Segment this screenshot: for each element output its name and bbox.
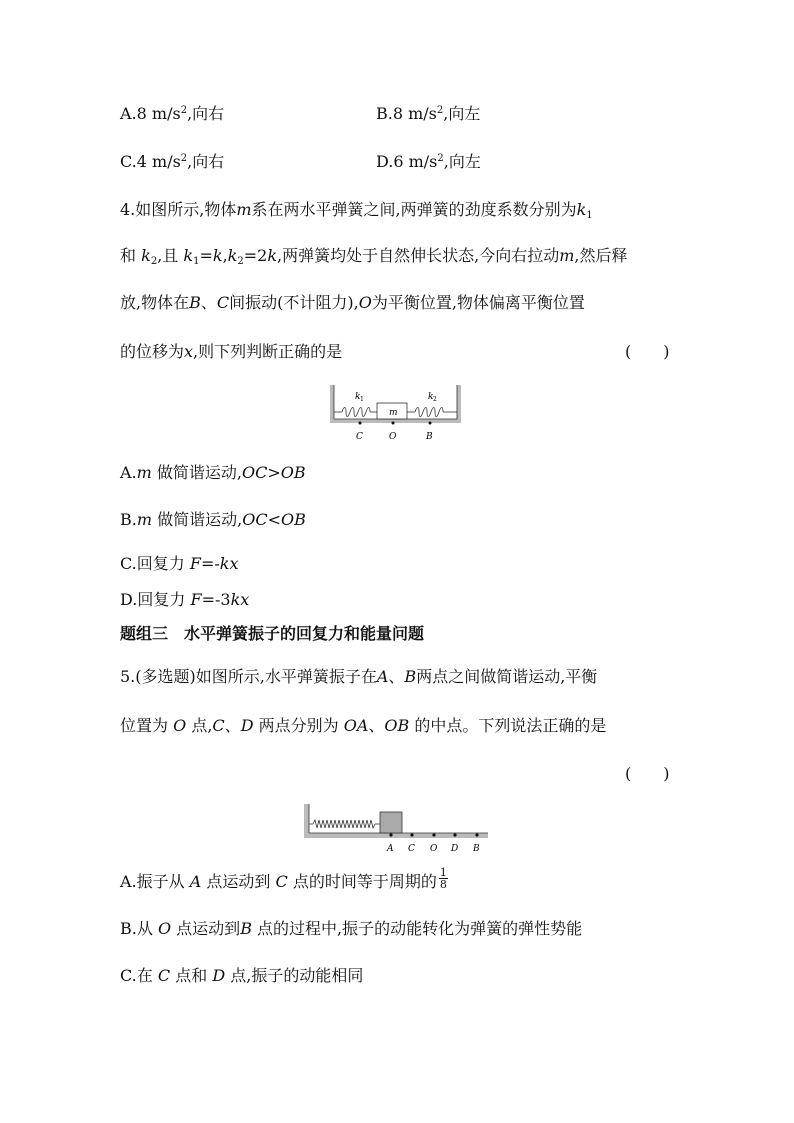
q4-option-d: D.回复力 F=-3kx [120, 590, 250, 609]
point-b [475, 833, 478, 836]
point-c-label: C [408, 844, 415, 854]
section-heading: 题组三 水平弹簧振子的回复力和能量问题 [120, 624, 425, 643]
point-o-label: O [389, 432, 397, 442]
k1-label: k [355, 392, 361, 402]
point-c [359, 422, 362, 425]
q3-option-d: D.6 $m/s^2$,向左 [376, 152, 481, 171]
point-c-label: C [356, 432, 363, 442]
k2-sub-label: 2 [433, 396, 437, 403]
q4-answer-blank: ( ) [625, 342, 670, 361]
spring-right [407, 408, 457, 417]
vibrator-block [380, 812, 402, 833]
q4-stem-line-4: 的位移为x,则下列判断正确的是 [120, 342, 343, 361]
q5-stem-line-2: 位置为 O 点,C、D 两点分别为 OA、OB 的中点。下列说法正确的是 [120, 716, 607, 735]
q4-stem-line-3: 放,物体在B、C间振动(不计阻力),O为平衡位置,物体偏离平衡位置 [120, 293, 585, 312]
point-b [429, 422, 432, 425]
point-d-label: D [451, 844, 459, 854]
spring [309, 820, 380, 828]
point-a-label: A [387, 844, 394, 854]
q4-spring-figure [330, 383, 462, 445]
q5-option-a: A.振子从 A 点运动到 C 点的时间等于周期的 $\frac{1}{8}$ [120, 866, 447, 891]
k1-sub-label: 1 [360, 396, 364, 403]
spring-left [334, 408, 377, 417]
q4-option-c: C.回复力 F=-kx [120, 554, 239, 573]
q3-option-a: A.8 $m/s^2$,向右 [120, 104, 225, 123]
point-c [410, 833, 413, 836]
q5-option-c: C.在 C 点和 D 点,振子的动能相同 [120, 966, 364, 985]
point-o [392, 422, 395, 425]
point-b-label: B [473, 844, 480, 854]
point-a [389, 833, 392, 836]
q3-option-c: C.4 $m/s^2$,向右 [120, 152, 225, 171]
fraction-one-eighth: $\frac{1}{8}$ [439, 866, 447, 891]
q5-option-b: B.从 O 点运动到B 点的过程中,振子的动能转化为弹簧的弹性势能 [120, 919, 583, 938]
point-d [453, 833, 456, 836]
q4-option-a: A.m 做简谐运动,OC>OB [120, 463, 306, 482]
point-o-label: O [430, 844, 438, 854]
point-b-label: B [426, 432, 433, 442]
q4-option-b: B.m 做简谐运动,OC<OB [120, 510, 306, 529]
k2-label: k [428, 392, 434, 402]
mass-label: m [389, 408, 398, 418]
q3-option-b: B.8 $m/s^2$,向左 [376, 104, 481, 123]
point-o [432, 833, 435, 836]
q5-answer-blank: ( ) [625, 764, 670, 783]
q4-stem-line-2: 和 $k_2$,且 $k_1=k,k_2=2k$,两弹簧均处于自然伸长状态,今向右拉动m,然后释 [120, 246, 628, 267]
q5-spring-figure [300, 803, 490, 855]
q5-stem-line-1: 5.(多选题)如图所示,水平弹簧振子在A、B两点之间做简谐运动,平衡 [120, 667, 598, 686]
q4-stem-line-1: 4.如图所示,物体m系在两水平弹簧之间,两弹簧的劲度系数分别为$k_1$ [120, 200, 593, 221]
